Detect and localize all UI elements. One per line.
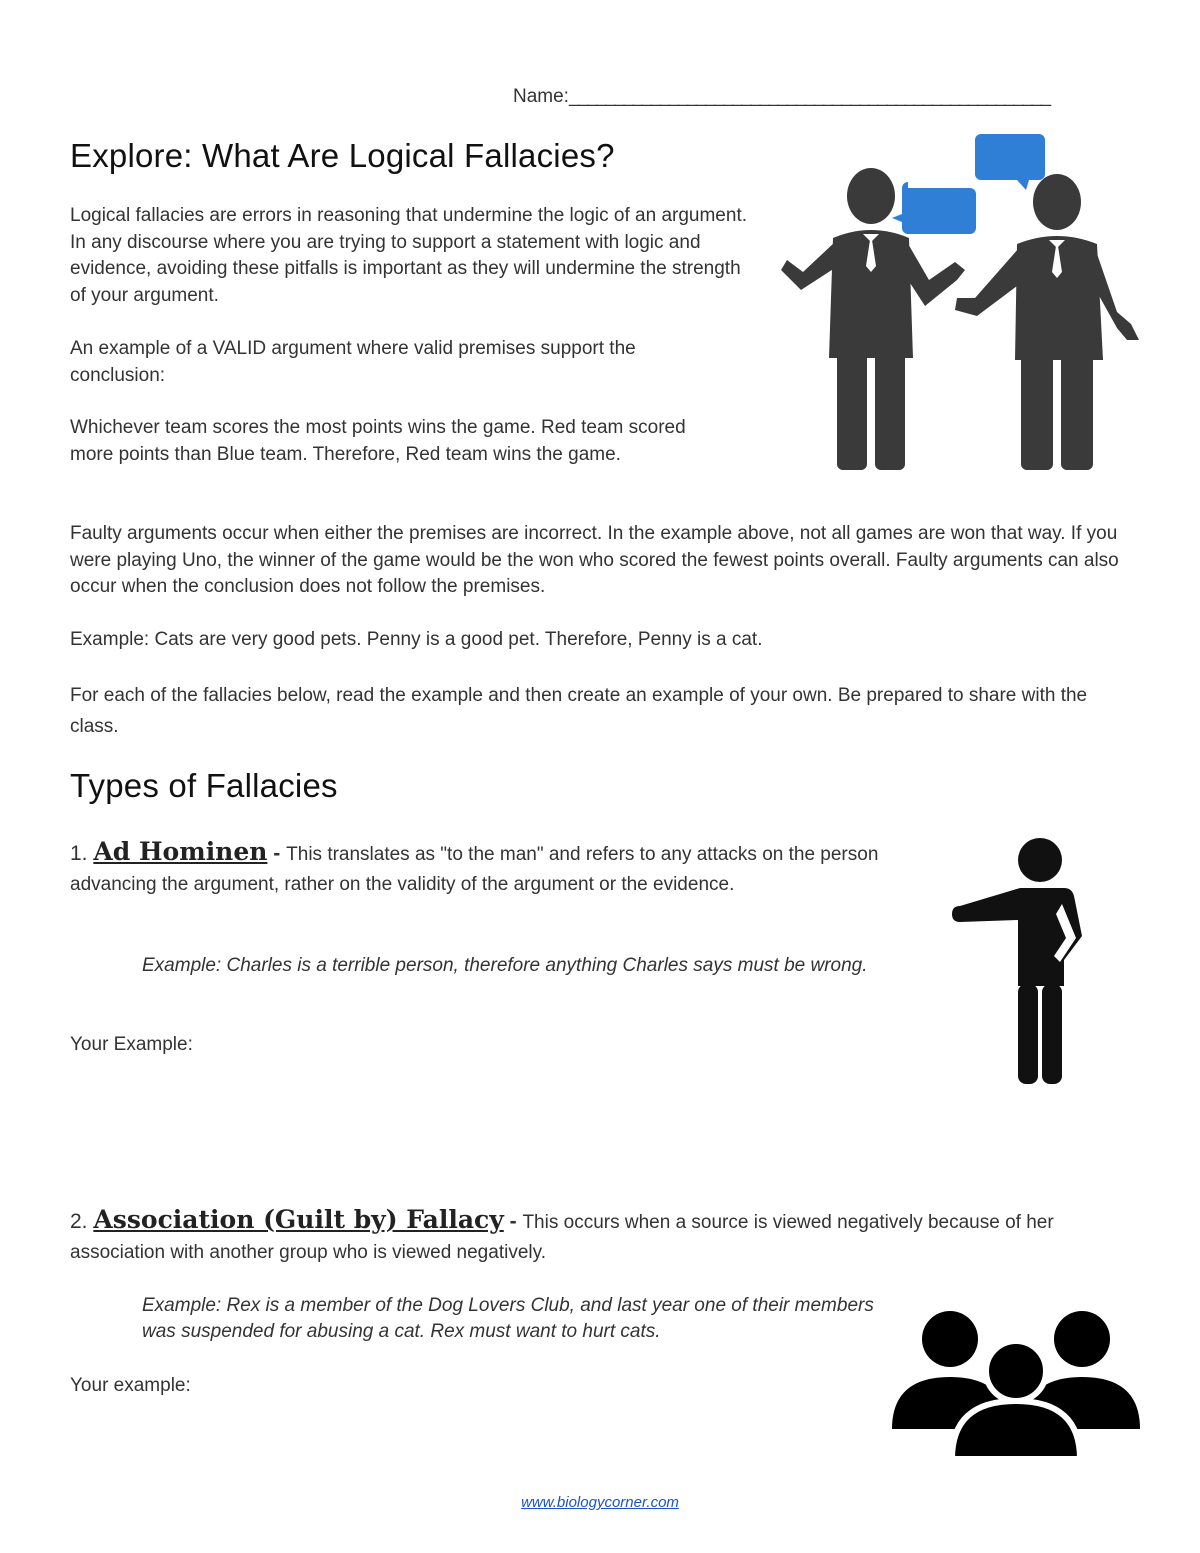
fallacy-2-name: Association (Guilt by) Fallacy — [93, 1205, 504, 1234]
fallacy-2-dash: - — [509, 1210, 517, 1233]
fallacy-2-description: This occurs when a source is viewed negatively because of her association with another group who is viewed negatively. — [70, 1212, 1054, 1263]
fallacy-1-example: Example: Charles is a terrible person, therefore anything Charles says must be wrong. — [142, 955, 868, 976]
fallacy-1-dash: - — [273, 842, 281, 865]
footer-link[interactable]: www.biologycorner.com — [521, 1494, 679, 1511]
two-businessmen-talking-icon — [775, 130, 1155, 475]
valid-argument-example: Whichever team scores the most points wins the game. Red team scored more points than Blue team. Therefore, Red team wins the game. — [70, 417, 686, 465]
section-title-types: Types of Fallacies — [70, 767, 338, 804]
fallacy-1-number: 1. — [70, 842, 88, 865]
name-field — [513, 84, 1050, 111]
fallacy-2-example: Example: Rex is a member of the Dog Lovers Club, and last year one of their members was suspended for abusing a cat. Rex must want to hurt cats. — [142, 1295, 874, 1342]
fallacy-2-heading — [70, 1205, 1130, 1267]
fallacy-1-heading — [70, 837, 890, 899]
faulty-arguments-paragraph: Faulty arguments occur when either the premises are incorrect. In the example above, not all games are won that way. If you were playing Uno, the winner of the game would be the won who scored the fewest points overall. Faulty arguments can also occur when the conclusion does not follow the premises. — [70, 523, 1119, 597]
fallacy-2-your-example-label: Your example: — [70, 1375, 191, 1396]
fallacy-1-your-example-label: Your Example: — [70, 1034, 193, 1055]
fallacy-1-description: This translates as "to the man" and refers to any attacks on the person advancing the argument, rather on the validity of the argument or the evidence. — [70, 844, 879, 895]
fallacy-2-number: 2. — [70, 1210, 88, 1233]
valid-argument-intro: An example of a VALID argument where valid premises support the conclusion: — [70, 338, 636, 386]
page-title: Explore: What Are Logical Fallacies? — [70, 137, 615, 174]
man-pointing-icon — [950, 838, 1100, 1088]
name-blank-line[interactable]: _____________________________________________________ — [568, 86, 1050, 107]
fallacy-1-name: Ad Hominen — [93, 837, 268, 866]
group-of-people-icon — [890, 1305, 1145, 1460]
name-label: Name: — [513, 86, 569, 107]
intro-paragraph: Logical fallacies are errors in reasoning that undermine the logic of an argument. In any discourse where you are trying to support a statement with logic and evidence, avoiding these pitfalls is important as they will undermine the strength of your argument. — [70, 205, 747, 306]
instructions-paragraph: For each of the fallacies below, read the example and then create an example of your own. Be prepared to share with the class. — [70, 685, 1088, 737]
faulty-example: Example: Cats are very good pets. Penny is a good pet. Therefore, Penny is a cat. — [70, 629, 763, 650]
